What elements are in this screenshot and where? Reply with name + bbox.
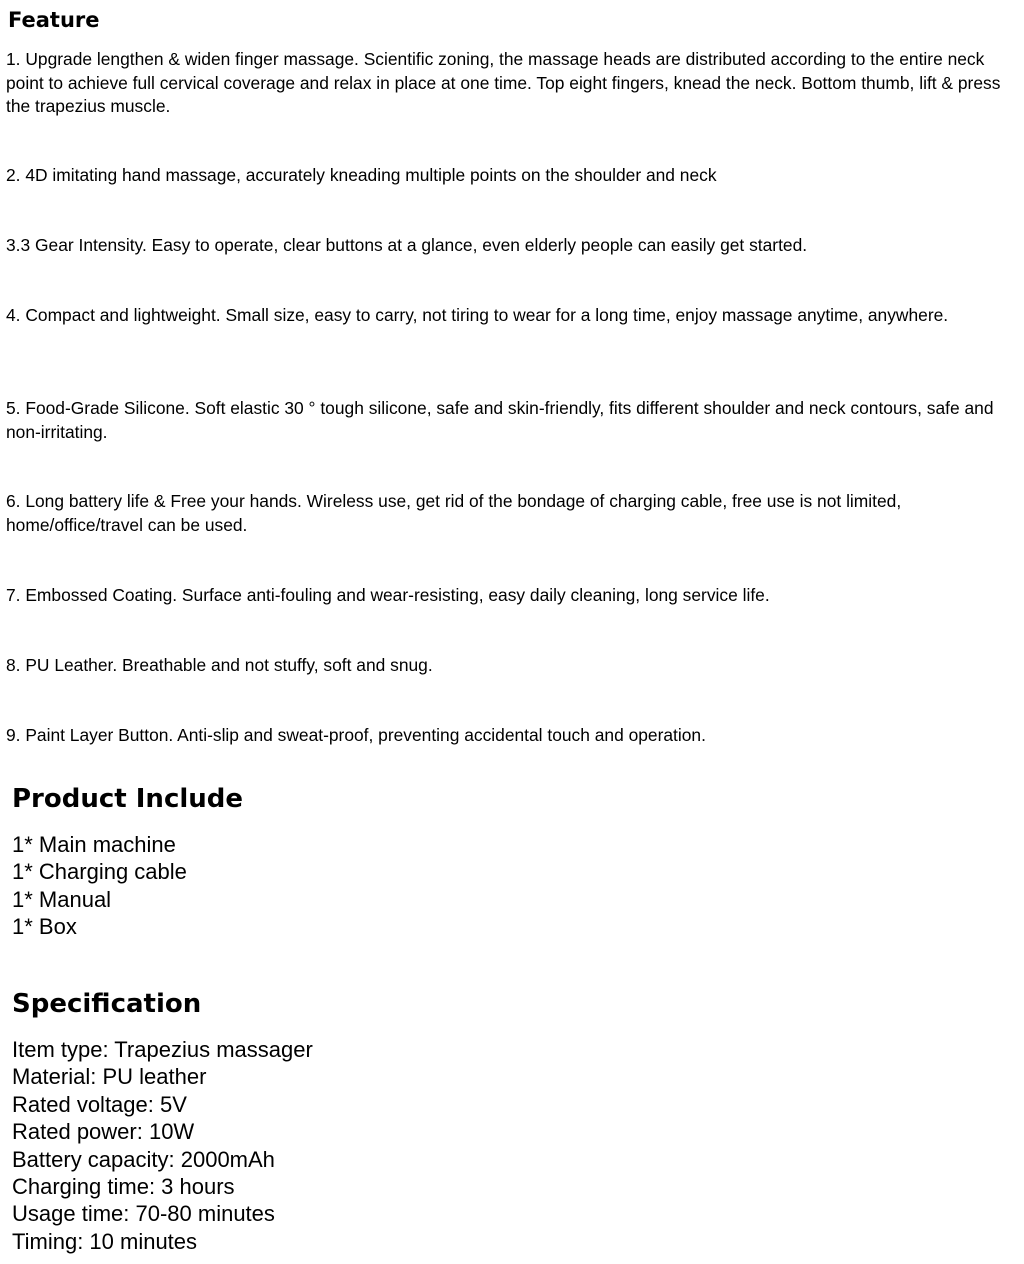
product-include-list: [12, 831, 187, 941]
list-item: Charging time: 3 hours: [12, 1174, 235, 1200]
specification-list: [12, 1036, 313, 1255]
list-item: 1* Box: [12, 914, 77, 940]
feature-item-4: 4. Compact and lightweight. Small size, easy to carry, not tiring to wear for a long time, enjoy massage anytime, anywhere.: [6, 305, 949, 325]
feature-item-5: 5. Food-Grade Silicone. Soft elastic 30 ° tough silicone, safe and skin-friendly, fits different shoulder and neck contours, safe and non-irritating.: [6, 398, 994, 442]
feature-heading: Feature: [8, 8, 100, 32]
feature-item-6: 6. Long battery life & Free your hands. Wireless use, get rid of the bondage of charging cable, free use is not limited, home/office/travel can be used.: [6, 491, 902, 535]
list-item: Timing: 10 minutes: [12, 1228, 198, 1254]
feature-item-3: 3.3 Gear Intensity. Easy to operate, clear buttons at a glance, even elderly people can easily get started.: [6, 235, 808, 255]
specification-heading: Specification: [12, 989, 202, 1019]
feature-item-9: 9. Paint Layer Button. Anti-slip and sweat-proof, preventing accidental touch and operation.: [6, 725, 706, 745]
product-include-heading: Product Include: [12, 784, 244, 814]
list-item: Rated voltage: 5V: [12, 1091, 187, 1117]
list-item: Item type: Trapezius massager: [12, 1037, 313, 1062]
list-item: 1* Manual: [12, 886, 112, 912]
list-item: Material: PU leather: [12, 1064, 207, 1090]
feature-item-2: 2. 4D imitating hand massage, accurately kneading multiple points on the shoulder and neck: [6, 165, 717, 185]
list-item: 1* Charging cable: [12, 859, 187, 885]
feature-item-8: 8. PU Leather. Breathable and not stuffy, soft and snug.: [6, 655, 433, 675]
list-item: 1* Main machine: [12, 832, 176, 857]
list-item: Battery capacity: 2000mAh: [12, 1146, 275, 1172]
list-item: Usage time: 70-80 minutes: [12, 1201, 275, 1227]
feature-item-1: 1. Upgrade lengthen & widen finger massage. Scientific zoning, the massage heads are distributed according to the entire neck point to achieve full cervical coverage and relax in place at one time. Top eight fingers, knead the neck. Bottom thumb, lift & press the trapezius muscle.: [6, 49, 1001, 116]
list-item: Rated power: 10W: [12, 1119, 195, 1145]
feature-item-7: 7. Embossed Coating. Surface anti-fouling and wear-resisting, easy daily cleaning, long service life.: [6, 585, 770, 605]
